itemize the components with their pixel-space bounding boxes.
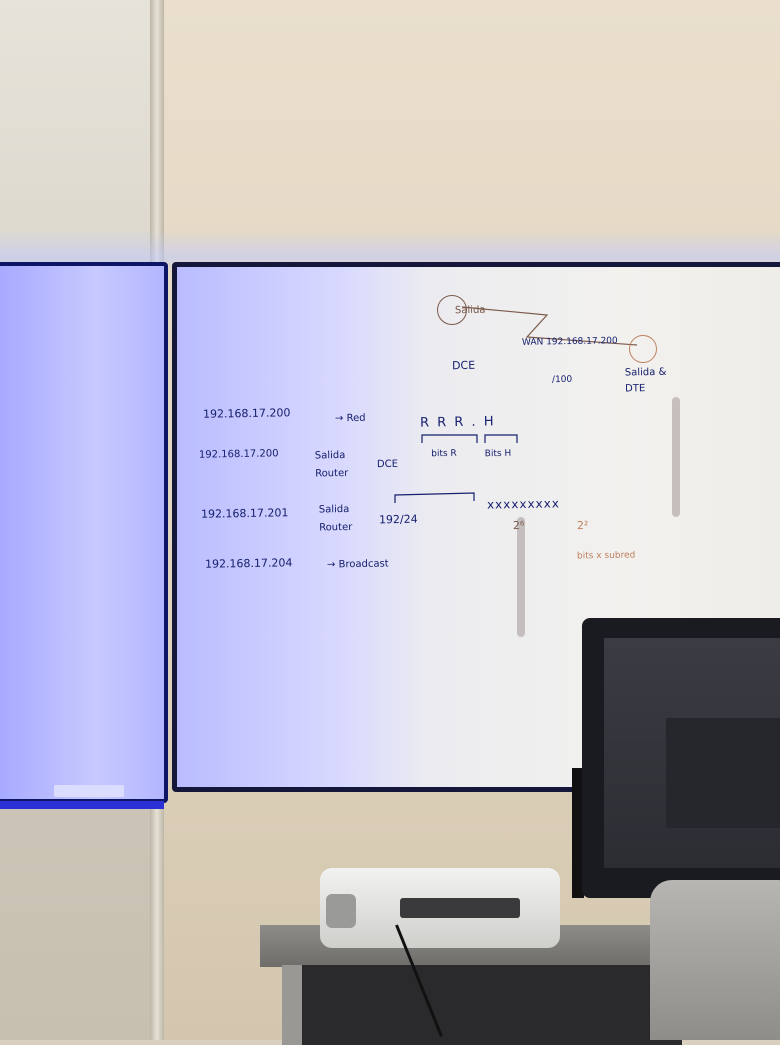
host-xs-label: xxxxxxxxx bbox=[486, 496, 561, 512]
rrr-h-label: R R R . H bbox=[419, 414, 496, 431]
monitor-window bbox=[666, 718, 780, 828]
projector bbox=[320, 868, 560, 948]
marker-tray bbox=[0, 801, 164, 809]
diagram-dce-left: DCE bbox=[451, 358, 476, 373]
ip-address: 192.168.17.200 bbox=[202, 406, 291, 421]
diagram-dce-mid: DCE bbox=[376, 458, 399, 471]
ip-note: → Broadcast bbox=[326, 558, 389, 571]
eraser bbox=[54, 785, 124, 797]
board-stain bbox=[517, 517, 525, 637]
bracket-icon bbox=[392, 489, 482, 505]
desk-cabinet bbox=[282, 965, 682, 1045]
projector-ports bbox=[400, 898, 520, 918]
computer-monitor bbox=[582, 618, 780, 898]
bracket-icon bbox=[417, 431, 527, 445]
mask-label: 192/24 bbox=[378, 512, 418, 527]
bits-subnet-note: bits x subred bbox=[576, 550, 636, 562]
ip-note: Salida Router bbox=[318, 503, 353, 534]
diagram-prefix: /100 bbox=[551, 374, 573, 386]
ip-address: 192.168.17.200 bbox=[198, 448, 279, 461]
red-bits-label: bits R bbox=[431, 448, 457, 460]
host-bits-label: Bits H bbox=[484, 448, 512, 460]
office-chair bbox=[650, 880, 780, 1040]
diagram-top-left-label: Salida bbox=[454, 304, 486, 317]
power-six-label: 2⁶ bbox=[512, 518, 525, 533]
ip-note: Salida Router bbox=[314, 449, 349, 480]
diagram-right-label: Salida & DTE bbox=[624, 366, 667, 395]
ip-note: → Red bbox=[334, 412, 366, 425]
projector-lens bbox=[326, 894, 356, 928]
router-node-icon bbox=[629, 335, 657, 363]
ip-address: 192.168.17.204 bbox=[204, 556, 293, 571]
diagram-wan-label: WAN 192.168.17.200 bbox=[521, 336, 618, 348]
power-two-label: 2² bbox=[576, 518, 589, 533]
board-stain bbox=[672, 397, 680, 517]
monitor-screen bbox=[604, 638, 780, 868]
ip-address: 192.168.17.201 bbox=[200, 506, 289, 521]
left-whiteboard bbox=[0, 262, 168, 803]
